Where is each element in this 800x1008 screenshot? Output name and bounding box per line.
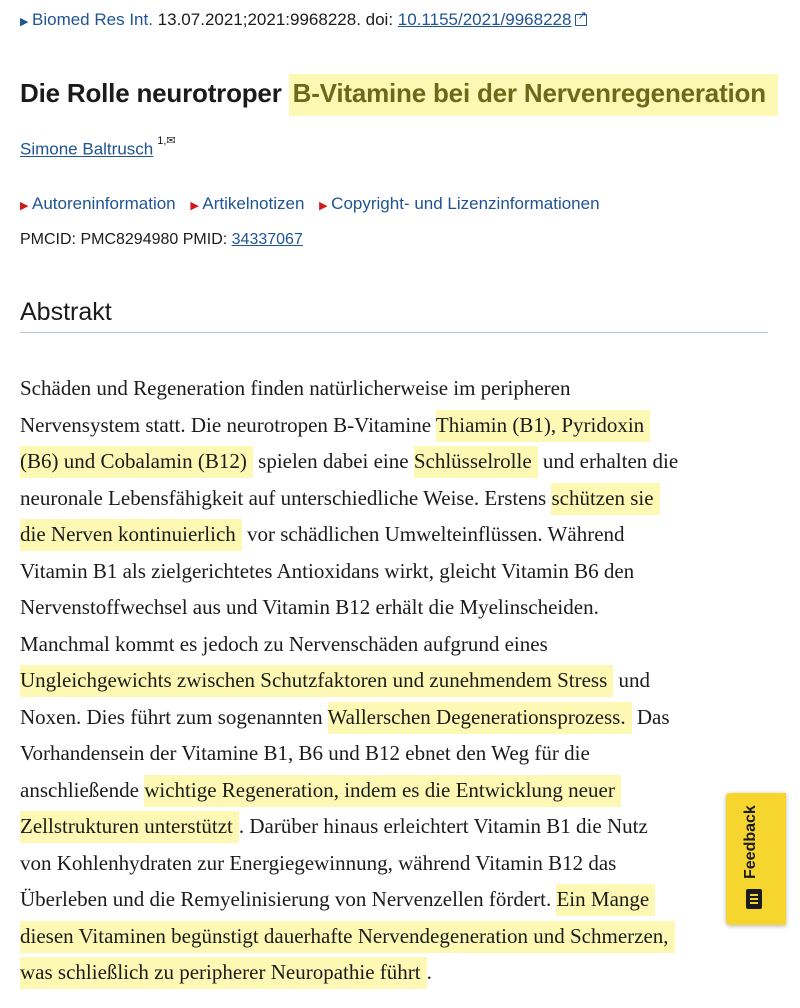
highlighted-phrase: (B6) und Cobalamin (B12) <box>20 446 253 478</box>
abstract-line: Zellstrukturen unterstützt . Darüber hinaus erleichtert Vitamin B1 die Nutz <box>20 808 780 845</box>
pmcid-value: PMC8294980 <box>80 231 179 248</box>
highlighted-phrase: Schlüsselrolle <box>414 446 538 478</box>
author-affiliation-mark[interactable]: 1,✉ <box>157 135 176 147</box>
abstract-line: Vitamin B1 als zielgerichtetes Antioxidans wirkt, gleicht Vitamin B6 den <box>20 558 635 583</box>
abstract-line: Schäden und Regeneration finden natürlicherweise im peripheren <box>20 376 571 400</box>
abstract-line: die Nerven kontinuierlich vor schädlichen Umwelteinflüssen. Während <box>20 516 780 553</box>
copyright-license-toggle[interactable] <box>319 194 599 213</box>
copyright-license-label: Copyright- und Lizenzinformationen <box>331 194 600 213</box>
abstract-heading: Abstrakt <box>20 298 112 326</box>
pmcid-label: PMCID: <box>20 231 76 248</box>
highlighted-phrase: Zellstrukturen unterstützt <box>20 811 239 843</box>
highlighted-phrase: Wallerschen Degenerationsprozess. <box>328 702 632 734</box>
highlighted-phrase: was schließlich zu peripherer Neuropathie führt <box>20 957 427 989</box>
abstract-line: neuronale Lebensfähigkeit auf unterschiedliche Weise. Erstens schützen sie <box>20 480 780 517</box>
expand-caret-icon: ▶ <box>319 200 328 212</box>
feedback-form-icon <box>746 889 762 909</box>
abstract-line: was schließlich zu peripherer Neuropathie führt . <box>20 954 780 991</box>
external-link-icon <box>575 14 587 26</box>
author-link[interactable]: Simone Baltrusch <box>20 139 154 159</box>
highlighted-phrase: Ungleichgewichts zwischen Schutzfaktoren und zunehmendem Stress <box>20 665 613 697</box>
highlighted-phrase: Thiamin (B1), Pyridoxin <box>436 410 650 442</box>
article-title <box>20 78 778 109</box>
abstract-text <box>20 370 780 991</box>
abstract-line: von Kohlenhydraten zur Energiegewinnung, während Vitamin B12 das <box>20 850 617 875</box>
expand-caret-icon: ▶ <box>20 200 29 212</box>
article-notes-toggle[interactable] <box>190 194 304 213</box>
feedback-label: Feedback <box>742 805 759 879</box>
title-highlighted: B-Vitamine bei der Nervenregeneration <box>289 74 778 116</box>
abstract-line: Nervenstoffwechsel aus und Vitamin B12 erhält die Myelinscheiden. <box>20 595 599 619</box>
citation-details: 13.07.2021;2021:9968228. doi: <box>152 10 398 29</box>
abstract-line: Überleben und die Remyelinisierung von Nervenzellen fördert. Ein Mange <box>20 881 780 918</box>
author-line <box>20 135 176 160</box>
highlighted-phrase: die Nerven kontinuierlich <box>20 519 242 551</box>
citation-line <box>20 10 587 30</box>
abstract-line: Vorhandensein der Vitamine B1, B6 und B12 ebnet den Weg für die <box>20 741 590 765</box>
highlighted-phrase: schützen sie <box>551 483 659 515</box>
author-info-toggle[interactable] <box>20 194 176 213</box>
pmid-label: PMID: <box>182 231 228 248</box>
article-info-links <box>20 194 610 214</box>
abstract-line: anschließende wichtige Regeneration, indem es die Entwicklung neuer <box>20 772 780 809</box>
abstract-line <box>20 918 780 955</box>
abstract-line: Ungleichgewichts zwischen Schutzfaktoren und zunehmendem Stress und <box>20 662 780 699</box>
highlighted-phrase: wichtige Regeneration, indem es die Entwicklung neuer <box>144 775 621 807</box>
author-info-label: Autoreninformation <box>32 194 176 213</box>
expand-caret-icon[interactable]: ▶ <box>20 16 29 28</box>
highlighted-phrase: Ein Mange <box>556 884 655 916</box>
section-divider <box>20 332 768 333</box>
title-plain: Die Rolle neurotroper <box>20 78 289 108</box>
abstract-line: Noxen. Dies führt zum sogenannten Wallerschen Degenerationsprozess. Das <box>20 699 780 736</box>
article-ids <box>20 231 303 249</box>
pmid-link[interactable]: 34337067 <box>231 231 303 248</box>
highlighted-phrase: diesen Vitaminen begünstigt dauerhafte Nervendegeneration und Schmerzen, <box>20 921 675 953</box>
journal-name[interactable]: Biomed Res Int. <box>32 10 153 29</box>
feedback-button[interactable] <box>726 793 786 925</box>
expand-caret-icon: ▶ <box>190 200 199 212</box>
abstract-line: (B6) und Cobalamin (B12) spielen dabei eine Schlüsselrolle und erhalten die <box>20 443 780 480</box>
article-notes-label: Artikelnotizen <box>202 194 305 213</box>
doi-link[interactable]: 10.1155/2021/9968228 <box>397 10 572 29</box>
abstract-line: Nervensystem statt. Die neurotropen B-Vitamine Thiamin (B1), Pyridoxin <box>20 407 780 444</box>
abstract-line: Manchmal kommt es jedoch zu Nervenschäden aufgrund eines <box>20 631 548 656</box>
